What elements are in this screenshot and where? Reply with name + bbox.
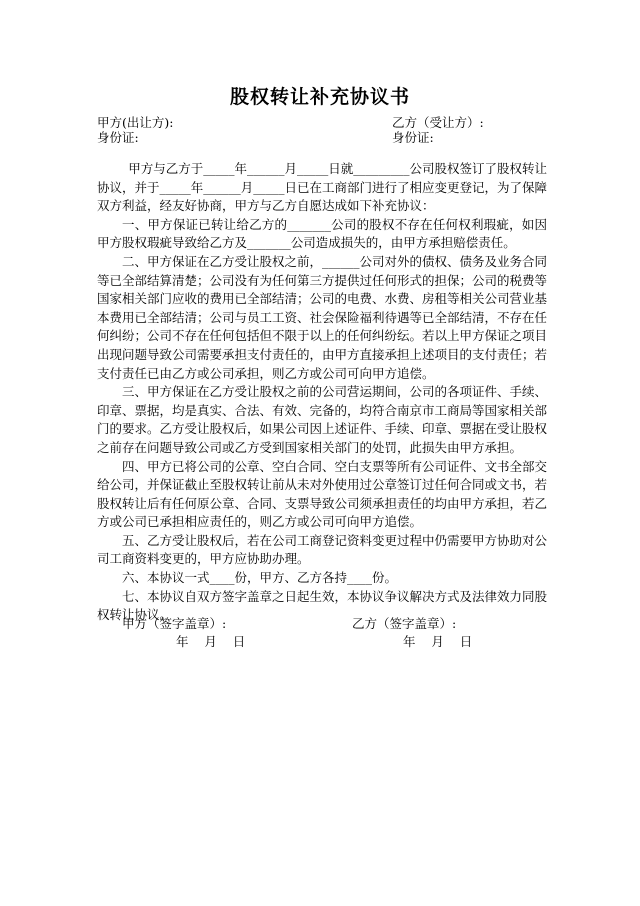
paragraph-clause-2: 二、甲方保证在乙方受让股权之前，______公司对外的债权、债务及业务合同等已全部结算清楚；公司没有为任何第三方提供过任何形式的担保；公司的税费等国家相关部门应收的费用已全部结清；公司的电费、水费、房租等相关公司营业基本费用已全部结清；公司与员工工资、社会保险福利待遇等已全部结清，不存在任何纠纷；公司不存在任何包括但不限于以上的任何纠纷纭。若以上甲方保证之项目出现问题导致公司需要承担支付责任的，由甲方直接承担上述项目的支付责任；若支付责任已由乙方或公司承担，则乙方或公司可向甲方追偿。 <box>97 253 548 381</box>
party-a-signature-label: 甲方（签字盖章）: <box>122 616 227 631</box>
agreement-body <box>97 160 547 625</box>
paragraph-clause-5: 五、乙方受让股权后，若在公司工商登记资料变更过程中仍需要甲方协助对公司工商资料变更的，甲方应协助办理。 <box>97 532 548 567</box>
paragraph-clause-1: 一、甲方保证已转让给乙方的_______公司的股权不存在任何权利瑕疵，如因甲方股权瑕疵导致给乙方及_______公司造成损失的，由甲方承担赔偿责任。 <box>97 216 547 251</box>
party-b-label: 乙方（受让方）: <box>392 115 484 130</box>
paragraph-clause-3: 三、甲方保证在乙方受让股权之前的公司营运期间，公司的各项证件、手续、印章、票据，均是真实、合法、有效、完备的，均符合南京市工商局等国家相关部门的要求。乙方受让股权后，如果公司因上述证件、手续、印章、票据在受让股权之前存在问题导致公司或乙方受到国家相关部门的处罚，此损失由甲方承担。 <box>97 384 548 455</box>
paragraph-clause-4: 四、甲方已将公司的公章、空白合同、空白支票等所有公司证件、文书全部交给公司，并保证截止至股权转让前从未对外使用过公章签订过任何合同或文书，若股权转让后有任何原公章、合同、支票导致公司须承担责任的均由甲方承担，若乙方或公司已承担相应责任的，则乙方或公司可向甲方追偿。 <box>97 458 548 530</box>
party-a-label: 甲方(出让方): <box>97 115 174 130</box>
party-b-id-label: 身份证: <box>392 130 434 145</box>
party-b-date: 年 月 日 <box>403 634 473 649</box>
paragraph-intro: 甲方与乙方于_____年______月_____日就_________公司股权签订了股权转让协议，并于_____年______月_____日已在工商部门进行了相应变更登记，为了保障双方利益，经友好协商，甲方与乙方自愿达成如下补充协议： <box>97 161 548 214</box>
party-b-signature-label: 乙方（签字盖章）: <box>352 616 457 631</box>
party-a-id-label: 身份证: <box>97 130 139 145</box>
paragraph-clause-6: 六、本协议一式____份，甲方、乙方各持____份。 <box>122 570 398 586</box>
document-title: 股权转让补充协议书 <box>229 86 410 108</box>
paragraph-clause-7: 七、本协议自双方签字盖章之日起生效，本协议争议解决方式及法律效力同股权转让协议。 <box>97 588 548 623</box>
party-a-date: 年 月 日 <box>176 634 246 649</box>
